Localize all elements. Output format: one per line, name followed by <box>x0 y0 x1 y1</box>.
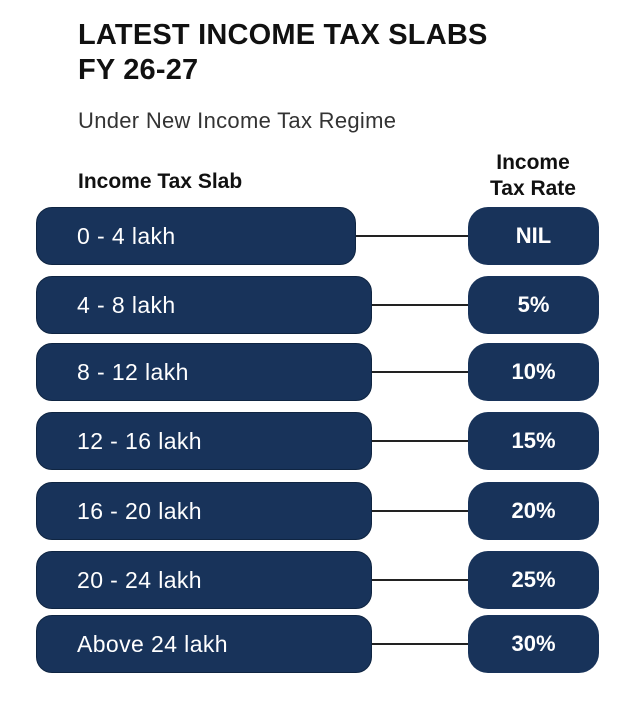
title-line-2: FY 26-27 <box>78 54 199 86</box>
title-line-1: LATEST INCOME TAX SLABS <box>78 19 488 51</box>
slab-row <box>0 207 635 265</box>
slab-range: 12 - 16 lakh <box>36 412 372 470</box>
rate-header-line-1: Income <box>496 151 570 174</box>
slab-range: Above 24 lakh <box>36 615 372 673</box>
connector-line <box>372 371 468 373</box>
slab-row <box>0 551 635 609</box>
connector-line <box>372 510 468 512</box>
slab-column-header: Income Tax Slab <box>78 170 243 193</box>
rate-column-header <box>468 150 598 202</box>
slab-row <box>0 482 635 540</box>
slab-range: 20 - 24 lakh <box>36 551 372 609</box>
connector-line <box>372 304 468 306</box>
rate-badge: 5% <box>468 276 599 334</box>
rate-badge: 20% <box>468 482 599 540</box>
rate-badge: 25% <box>468 551 599 609</box>
rate-badge: NIL <box>468 207 599 265</box>
slab-row <box>0 412 635 470</box>
slab-range: 4 - 8 lakh <box>36 276 372 334</box>
page-title <box>78 18 488 88</box>
page-subtitle: Under New Income Tax Regime <box>78 108 397 133</box>
slab-row <box>0 343 635 401</box>
connector-line <box>372 579 468 581</box>
slab-range: 16 - 20 lakh <box>36 482 372 540</box>
connector-line <box>356 235 468 237</box>
slab-range: 0 - 4 lakh <box>36 207 356 265</box>
rate-header-line-2: Tax Rate <box>490 177 576 200</box>
rate-badge: 30% <box>468 615 599 673</box>
slab-row <box>0 276 635 334</box>
slab-range: 8 - 12 lakh <box>36 343 372 401</box>
rate-badge: 10% <box>468 343 599 401</box>
connector-line <box>372 643 468 645</box>
connector-line <box>372 440 468 442</box>
slab-row <box>0 615 635 673</box>
rate-badge: 15% <box>468 412 599 470</box>
